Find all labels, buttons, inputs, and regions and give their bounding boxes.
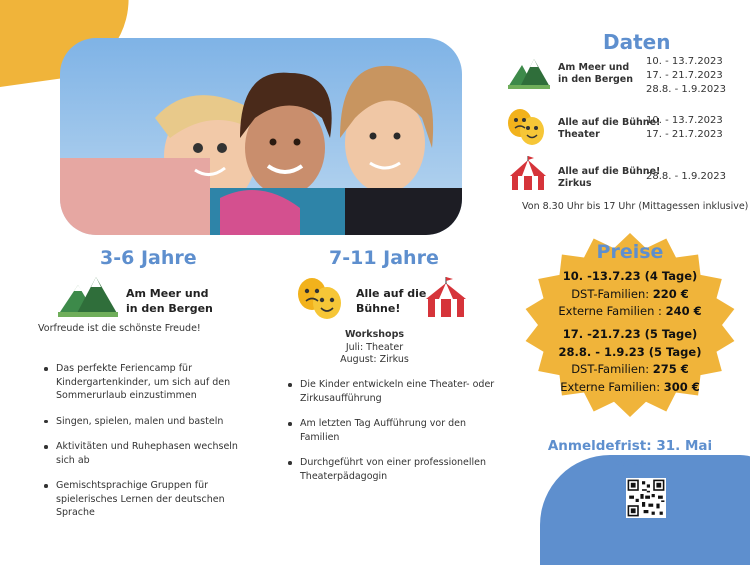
price-period: 17. -21.7.23 (5 Tage)	[562, 327, 698, 341]
col1-program-line1: Am Meer und	[126, 287, 209, 300]
workshops-title: Workshops	[344, 329, 405, 340]
price-block-2	[522, 326, 738, 396]
list-item: Am letzten Tag Aufführung vor den Familien	[300, 417, 496, 444]
price-period: 10. -13.7.23 (4 Tage)	[562, 269, 698, 283]
daten-row3-label-line1: Alle auf die Bühne!	[558, 166, 661, 177]
price-block-1	[522, 268, 738, 321]
daten-row3-label-line2: Zirkus	[558, 178, 592, 189]
circus-tent-icon	[508, 156, 548, 192]
daten-row2-dates	[646, 114, 723, 142]
list-item: Aktivitäten und Ruhephasen wechseln sich ab	[56, 440, 246, 467]
daten-row3-label	[558, 166, 660, 190]
col2-bullet-list	[284, 378, 496, 495]
list-item: Das perfekte Feriencamp für Kindergartenkinder, um sich auf den Sommerurlaub einzustimmen	[56, 362, 246, 403]
daten-row1-label-line1: Am Meer und	[558, 62, 630, 73]
list-item: Die Kinder entwickeln eine Theater- oder Zirkusaufführung	[300, 379, 495, 404]
col1-bullet-list	[40, 362, 246, 532]
price-line-dst	[522, 361, 738, 379]
daten-row3-dates	[646, 170, 726, 184]
workshop-entry: Juli: Theater	[345, 341, 404, 353]
price-period: 28.8. - 1.9.23 (5 Tage)	[558, 344, 702, 359]
list-item: Singen, spielen, malen und basteln	[56, 415, 246, 429]
col2-heading: 7-11 Jahre	[329, 247, 439, 269]
theater-masks-icon	[506, 108, 546, 146]
list-item: Gemischtsprachige Gruppen für spielerisches Lernen der deutschen Sprache	[56, 479, 246, 520]
mountains-icon	[508, 57, 550, 89]
mountains-icon	[58, 275, 118, 317]
price-label: DST-Familien:	[571, 286, 653, 301]
daten-row2-label	[558, 117, 660, 141]
list-item: Durchgeführt von einer professionellen Theaterpädagogin	[300, 456, 496, 483]
workshop-entry: August: Zirkus	[340, 354, 409, 365]
daten-row1-dates	[646, 55, 726, 97]
col2-program-line2: Bühne!	[356, 302, 401, 315]
price-line-dst	[522, 286, 738, 304]
price-line-ext	[522, 303, 738, 321]
date-entry: 28.8. - 1.9.2023	[646, 84, 726, 95]
daten-title: Daten	[603, 30, 671, 54]
col1-program-line2: in den Bergen	[126, 302, 213, 315]
col2-workshops	[312, 329, 437, 367]
date-entry: 17. - 21.7.2023	[646, 70, 723, 81]
price-value: 300 €	[663, 379, 700, 394]
price-label: Externe Familien :	[558, 304, 666, 318]
col1-tagline: Vorfreude ist die schönste Freude!	[38, 323, 201, 334]
daten-row2-label-line2: Theater	[558, 129, 600, 140]
price-value: 220 €	[652, 286, 689, 301]
price-label: DST-Familien:	[571, 362, 653, 376]
preise-title: Preise	[596, 241, 664, 263]
col2-program	[356, 286, 426, 316]
date-entry: 17. - 21.7.2023	[646, 129, 723, 140]
qr-code-icon[interactable]	[626, 478, 666, 518]
price-value: 275 €	[652, 362, 689, 376]
circus-tent-icon	[424, 277, 468, 319]
daten-row2-label-line1: Alle auf die Bühne!	[558, 117, 661, 128]
date-entry: 28.8. - 1.9.2023	[646, 171, 726, 182]
theater-masks-icon	[296, 277, 344, 321]
daten-hours: Von 8.30 Uhr bis 17 Uhr (Mittagessen inklusive)	[522, 201, 749, 212]
price-line-ext	[522, 379, 738, 397]
daten-row1-label	[558, 62, 633, 86]
col2-program-line1: Alle auf die	[356, 287, 427, 300]
registration-deadline: Anmeldefrist: 31. Mai 2023	[547, 438, 713, 470]
children-photo	[60, 38, 462, 235]
col1-program	[126, 286, 213, 316]
col1-heading: 3-6 Jahre	[100, 247, 197, 269]
date-entry: 10. - 13.7.2023	[646, 115, 723, 126]
date-entry: 10. - 13.7.2023	[646, 56, 723, 67]
daten-row1-label-line2: in den Bergen	[558, 74, 634, 85]
price-label: Externe Familien:	[560, 379, 664, 394]
price-value: 240 €	[665, 304, 702, 318]
